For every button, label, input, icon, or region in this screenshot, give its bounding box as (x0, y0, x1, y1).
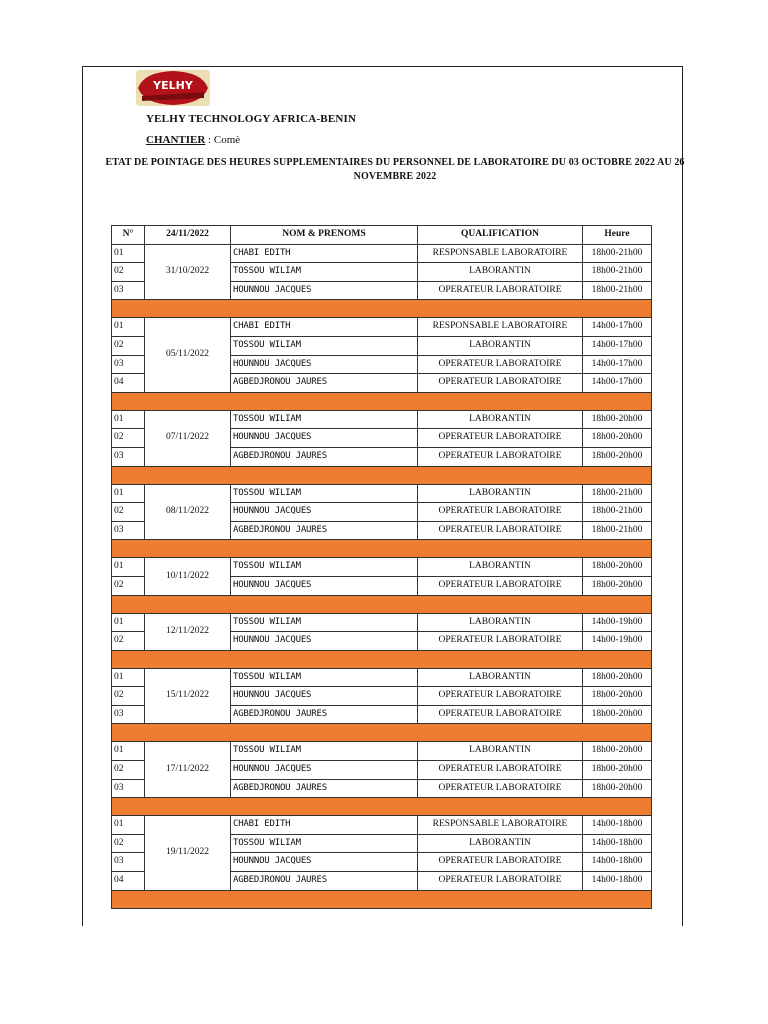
employee-name: CHABI EDITH (231, 318, 418, 337)
group-separator (112, 798, 652, 816)
qualification: OPERATEUR LABORATOIRE (418, 521, 583, 540)
qualification: OPERATEUR LABORATOIRE (418, 779, 583, 798)
table-row (112, 742, 652, 761)
column-header: N° (112, 226, 145, 245)
hours: 18h00-20h00 (583, 576, 652, 595)
qualification: OPERATEUR LABORATOIRE (418, 687, 583, 706)
separator-bar (112, 890, 652, 908)
employee-name: AGBEDJRONOU JAURES (231, 374, 418, 393)
hours: 18h00-21h00 (583, 244, 652, 263)
qualification: OPERATEUR LABORATOIRE (418, 576, 583, 595)
chantier-label: CHANTIER (146, 134, 206, 146)
row-number: 02 (112, 503, 145, 522)
employee-name: CHABI EDITH (231, 816, 418, 835)
group-date: 07/11/2022 (145, 410, 231, 466)
hours: 14h00-19h00 (583, 632, 652, 651)
row-number: 04 (112, 872, 145, 891)
table-row (112, 410, 652, 429)
qualification: OPERATEUR LABORATOIRE (418, 705, 583, 724)
row-number: 01 (112, 318, 145, 337)
row-number: 03 (112, 705, 145, 724)
row-number: 01 (112, 484, 145, 503)
svg-text:YELHY: YELHY (153, 79, 193, 92)
row-number: 01 (112, 410, 145, 429)
row-number: 02 (112, 429, 145, 448)
qualification: LABORANTIN (418, 263, 583, 282)
hours: 14h00-17h00 (583, 318, 652, 337)
column-header: 24/11/2022 (145, 226, 231, 245)
employee-name: TOSSOU WILIAM (231, 558, 418, 577)
company-name: YELHY TECHNOLOGY AFRICA-BENIN (146, 113, 357, 125)
qualification: OPERATEUR LABORATOIRE (418, 632, 583, 651)
separator-bar (112, 650, 652, 668)
qualification: LABORANTIN (418, 484, 583, 503)
row-number: 01 (112, 816, 145, 835)
qualification: LABORANTIN (418, 558, 583, 577)
separator-bar (112, 466, 652, 484)
qualification: RESPONSABLE LABORATOIRE (418, 318, 583, 337)
chantier-line (146, 134, 240, 146)
qualification: OPERATEUR LABORATOIRE (418, 761, 583, 780)
qualification: LABORANTIN (418, 668, 583, 687)
group-separator (112, 466, 652, 484)
row-number: 04 (112, 374, 145, 393)
chantier-value: Comè (213, 134, 241, 146)
table-row (112, 668, 652, 687)
row-number: 03 (112, 355, 145, 374)
row-number: 03 (112, 853, 145, 872)
qualification: OPERATEUR LABORATOIRE (418, 281, 583, 300)
employee-name: HOUNNOU JACQUES (231, 687, 418, 706)
employee-name: HOUNNOU JACQUES (231, 632, 418, 651)
row-number: 03 (112, 447, 145, 466)
hours: 18h00-21h00 (583, 521, 652, 540)
qualification: OPERATEUR LABORATOIRE (418, 429, 583, 448)
group-separator (112, 890, 652, 908)
group-separator (112, 650, 652, 668)
hours: 18h00-20h00 (583, 558, 652, 577)
group-separator (112, 392, 652, 410)
employee-name: HOUNNOU JACQUES (231, 429, 418, 448)
employee-name: TOSSOU WILIAM (231, 668, 418, 687)
row-number: 02 (112, 834, 145, 853)
table-row (112, 613, 652, 632)
hours: 14h00-18h00 (583, 853, 652, 872)
group-separator (112, 595, 652, 613)
separator-bar (112, 300, 652, 318)
row-number: 03 (112, 281, 145, 300)
hours: 14h00-18h00 (583, 816, 652, 835)
qualification: OPERATEUR LABORATOIRE (418, 872, 583, 891)
employee-name: AGBEDJRONOU JAURES (231, 779, 418, 798)
qualification: LABORANTIN (418, 834, 583, 853)
separator-bar (112, 798, 652, 816)
row-number: 01 (112, 244, 145, 263)
hours: 18h00-20h00 (583, 761, 652, 780)
row-number: 02 (112, 687, 145, 706)
hours: 18h00-20h00 (583, 668, 652, 687)
employee-name: TOSSOU WILIAM (231, 263, 418, 282)
row-number: 02 (112, 336, 145, 355)
qualification: RESPONSABLE LABORATOIRE (418, 816, 583, 835)
row-number: 03 (112, 779, 145, 798)
table-row (112, 816, 652, 835)
hours: 18h00-20h00 (583, 429, 652, 448)
qualification: RESPONSABLE LABORATOIRE (418, 244, 583, 263)
row-number: 01 (112, 558, 145, 577)
hours: 18h00-20h00 (583, 705, 652, 724)
group-date: 15/11/2022 (145, 668, 231, 724)
hours: 18h00-21h00 (583, 281, 652, 300)
qualification: OPERATEUR LABORATOIRE (418, 374, 583, 393)
hours: 18h00-20h00 (583, 687, 652, 706)
qualification: LABORANTIN (418, 410, 583, 429)
hours: 18h00-21h00 (583, 263, 652, 282)
qualification: LABORANTIN (418, 336, 583, 355)
employee-name: TOSSOU WILIAM (231, 336, 418, 355)
column-header: QUALIFICATION (418, 226, 583, 245)
hours: 14h00-17h00 (583, 374, 652, 393)
employee-name: AGBEDJRONOU JAURES (231, 872, 418, 891)
employee-name: AGBEDJRONOU JAURES (231, 705, 418, 724)
hours: 18h00-21h00 (583, 503, 652, 522)
hours: 14h00-18h00 (583, 834, 652, 853)
hours: 18h00-20h00 (583, 410, 652, 429)
employee-name: HOUNNOU JACQUES (231, 761, 418, 780)
separator-bar (112, 392, 652, 410)
employee-name: HOUNNOU JACQUES (231, 576, 418, 595)
employee-name: TOSSOU WILIAM (231, 834, 418, 853)
group-separator (112, 300, 652, 318)
hours: 18h00-20h00 (583, 779, 652, 798)
table-row (112, 484, 652, 503)
document-title: ETAT DE POINTAGE DES HEURES SUPPLEMENTAIRES DU PERSONNEL DE LABORATOIRE DU 03 OCTOBRE 2022 AU 26 NOVEMBRE 2022 (105, 157, 685, 182)
overtime-table (111, 225, 652, 909)
hours: 14h00-18h00 (583, 872, 652, 891)
qualification: OPERATEUR LABORATOIRE (418, 355, 583, 374)
group-date: 05/11/2022 (145, 318, 231, 392)
hours: 14h00-17h00 (583, 355, 652, 374)
employee-name: CHABI EDITH (231, 244, 418, 263)
employee-name: AGBEDJRONOU JAURES (231, 447, 418, 466)
group-date: 19/11/2022 (145, 816, 231, 890)
column-header: Heure (583, 226, 652, 245)
hours: 18h00-20h00 (583, 447, 652, 466)
group-date: 17/11/2022 (145, 742, 231, 798)
employee-name: TOSSOU WILIAM (231, 484, 418, 503)
employee-name: HOUNNOU JACQUES (231, 853, 418, 872)
employee-name: TOSSOU WILIAM (231, 742, 418, 761)
table-row (112, 244, 652, 263)
employee-name: HOUNNOU JACQUES (231, 503, 418, 522)
group-date: 31/10/2022 (145, 244, 231, 300)
employee-name: AGBEDJRONOU JAURES (231, 521, 418, 540)
company-logo (134, 68, 212, 108)
table-row (112, 318, 652, 337)
chantier-separator: : (205, 134, 214, 146)
employee-name: TOSSOU WILIAM (231, 410, 418, 429)
qualification: OPERATEUR LABORATOIRE (418, 853, 583, 872)
group-separator (112, 724, 652, 742)
table-header-row (112, 226, 652, 245)
table-row (112, 558, 652, 577)
hours: 14h00-19h00 (583, 613, 652, 632)
employee-name: TOSSOU WILIAM (231, 613, 418, 632)
group-date: 08/11/2022 (145, 484, 231, 540)
hours: 14h00-17h00 (583, 336, 652, 355)
separator-bar (112, 595, 652, 613)
column-header: NOM & PRENOMS (231, 226, 418, 245)
row-number: 01 (112, 613, 145, 632)
row-number: 02 (112, 263, 145, 282)
row-number: 02 (112, 576, 145, 595)
qualification: LABORANTIN (418, 613, 583, 632)
row-number: 01 (112, 742, 145, 761)
separator-bar (112, 724, 652, 742)
row-number: 02 (112, 632, 145, 651)
qualification: OPERATEUR LABORATOIRE (418, 503, 583, 522)
group-date: 12/11/2022 (145, 613, 231, 650)
employee-name: HOUNNOU JACQUES (231, 355, 418, 374)
row-number: 02 (112, 761, 145, 780)
row-number: 01 (112, 668, 145, 687)
employee-name: HOUNNOU JACQUES (231, 281, 418, 300)
qualification: OPERATEUR LABORATOIRE (418, 447, 583, 466)
qualification: LABORANTIN (418, 742, 583, 761)
group-separator (112, 540, 652, 558)
separator-bar (112, 540, 652, 558)
hours: 18h00-20h00 (583, 742, 652, 761)
row-number: 03 (112, 521, 145, 540)
hours: 18h00-21h00 (583, 484, 652, 503)
group-date: 10/11/2022 (145, 558, 231, 595)
